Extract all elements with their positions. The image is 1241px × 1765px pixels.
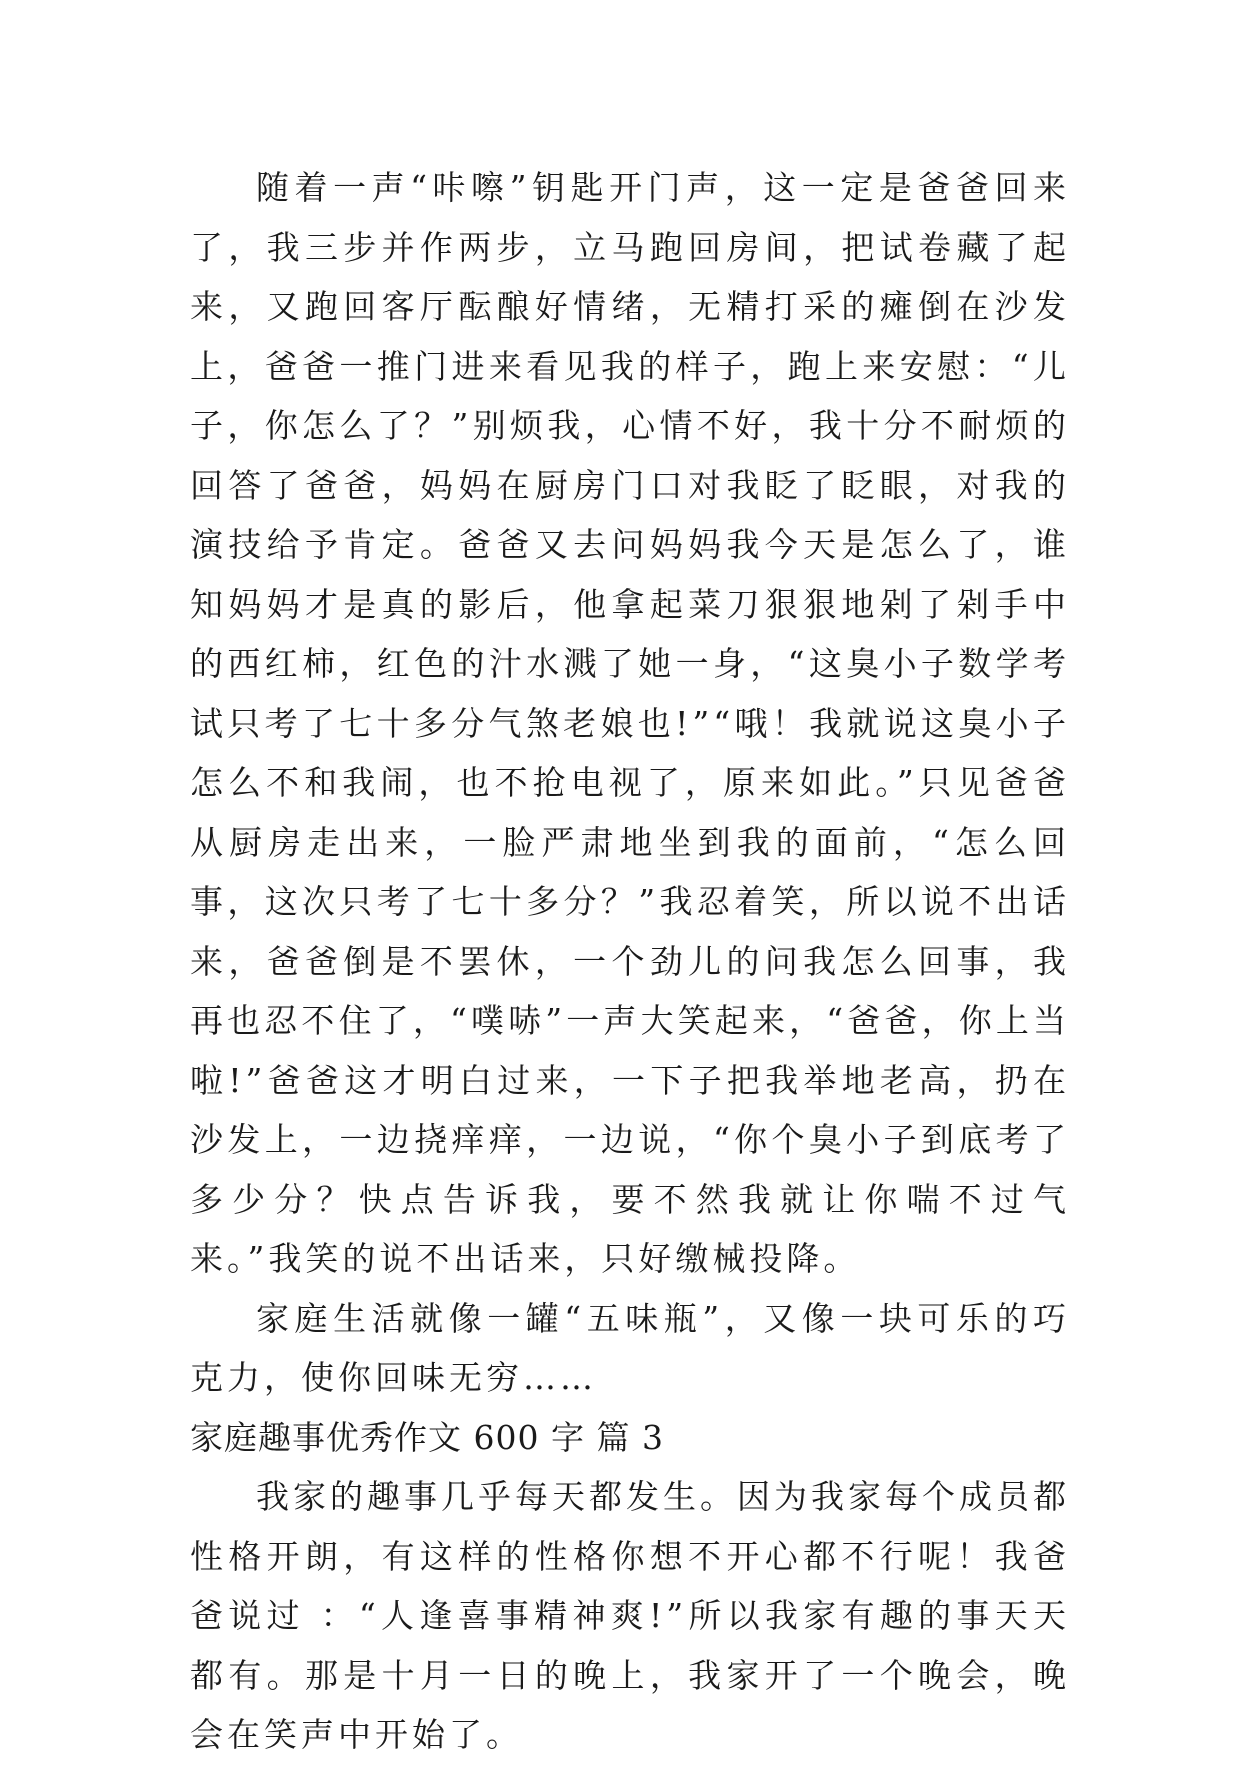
- document-body: [190, 158, 1070, 1765]
- paragraph-2: 家庭生活就像一罐“五味瓶”，又像一块可乐的巧克力，使你回味无穷……: [190, 1298, 1070, 1397]
- section-heading: 家庭趣事优秀作文 600 字 篇 3: [190, 1417, 664, 1457]
- paragraph-1: 随着一声“咔嚓”钥匙开门声，这一定是爸爸回来了，我三步并作两步，立马跑回房间，把试卷藏了起来，又跑回客厅酝酿好情绪，无精打采的瘫倒在沙发上，爸爸一推门进来看见我的样子，跑上来安慰：“儿子，你怎么了？”别烦我，心情不好，我十分不耐烦的回答了爸爸，妈妈在厨房门口对我眨了眨眼，对我的演技给予肯定。爸爸又去问妈妈我今天是怎么了，谁知妈妈才是真的影后，他拿起菜刀狠狠地剁了剁手中的西红柿，红色的汁水溅了她一身，“这臭小子数学考试只考了七十多分气煞老娘也!”“哦！我就说这臭小子怎么不和我闹，也不抢电视了，原来如此。”只见爸爸从厨房走出来，一脸严肃地坐到我的面前，“怎么回事，这次只考了七十多分？”我忍着笑，所以说不出话来，爸爸倒是不罢休，一个劲儿的问我怎么回事，我再也忍不住了，“噗哧”一声大笑起来，“爸爸，你上当啦!”爸爸这才明白过来，一下子把我举地老高，扔在沙发上，一边挠痒痒，一边说，“你个臭小子到底考了多少分？快点告诉我，要不然我就让你喘不过气来。”我笑的说不出话来，只好缴械投降。: [190, 168, 1070, 1278]
- paragraph-3: 我家的趣事几乎每天都发生。因为我家每个成员都性格开朗，有这样的性格你想不开心都不行呢！我爸爸说过 ：“人逢喜事精神爽!”所以我家有趣的事天天都有。那是十月一日的晚上，我家开了一个晚会，晚会在笑声中开始了。: [190, 1477, 1070, 1754]
